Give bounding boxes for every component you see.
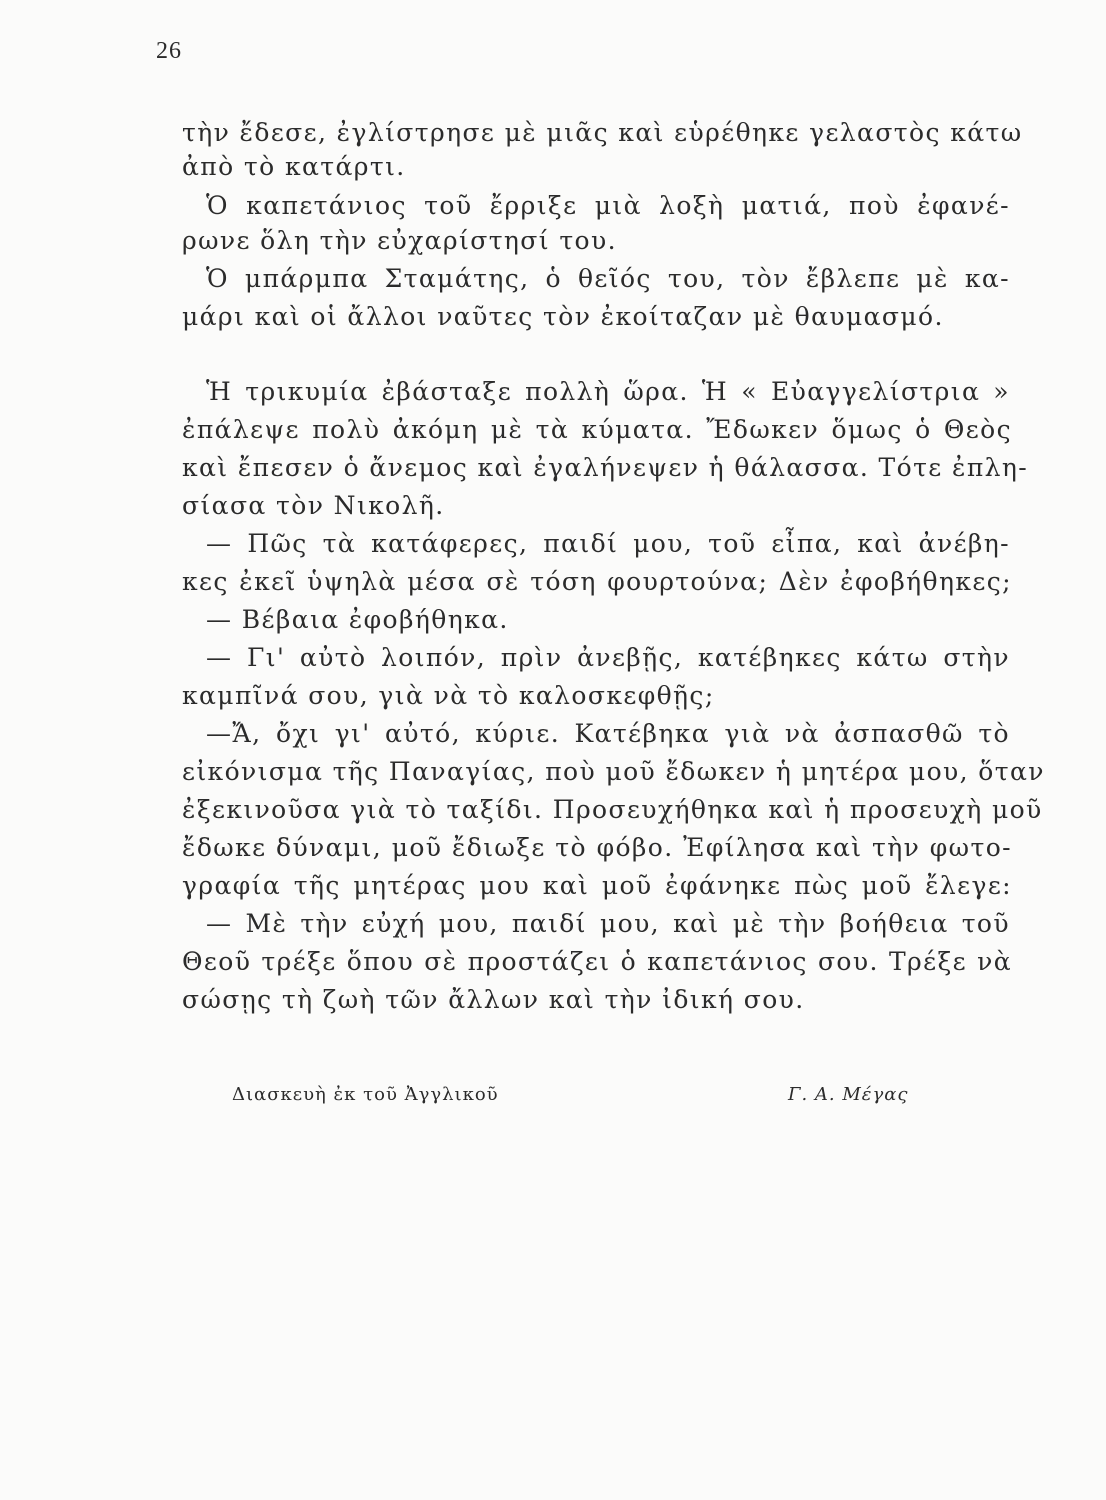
text-line: — Μὲ τὴν εὐχή μου, παιδί μου, καὶ μὲ τὴν βοήθεια τοῦ — [206, 909, 1010, 938]
text-line: Ὁ καπετάνιος τοῦ ἔρριξε μιὰ λοξὴ ματιά, ποὺ ἐφανέ- — [206, 191, 1010, 220]
text-line: σώσῃς τὴ ζωὴ τῶν ἄλλων καὶ τὴν ἰδική σου. — [182, 985, 805, 1014]
text-line: κες ἐκεῖ ὑψηλὰ μέσα σὲ τόση φουρτούνα; Δὲν ἐφοβήθηκες; — [182, 567, 1012, 596]
text-line: — Βέβαια ἐφοβήθηκα. — [206, 605, 509, 634]
text-line: Ἡ τρικυμία ἐβάσταξε πολλὴ ὥρα. Ἡ « Εὐαγγελίστρια » — [206, 377, 1010, 406]
text-line: τὴν ἔδεσε, ἐγλίστρησε μὲ μιᾶς καὶ εὑρέθηκε γελαστὸς κάτω — [182, 118, 1023, 147]
text-line: —Ἄ, ὄχι γι' αὐτό, κύριε. Κατέβηκα γιὰ νὰ ἀσπασθῶ τὸ — [206, 719, 1010, 748]
text-line: — Πῶς τὰ κατάφερες, παιδί μου, τοῦ εἶπα, καὶ ἀνέβη- — [206, 529, 1010, 558]
text-line: ἐξεκινοῦσα γιὰ τὸ ταξίδι. Προσευχήθηκα καὶ ἡ προσευχὴ μοῦ — [182, 795, 1043, 824]
text-line: μάρι καὶ οἱ ἄλλοι ναῦτες τὸν ἐκοίταζαν μὲ θαυμασμό. — [182, 302, 944, 331]
text-line: σίασα τὸν Νικολῆ. — [182, 491, 445, 520]
text-line: ρωνε ὅλη τὴν εὐχαρίστησί του. — [182, 226, 617, 255]
author-signature: Γ. Α. Μέγας — [788, 1084, 909, 1105]
text-line: καὶ ἔπεσεν ὁ ἄνεμος καὶ ἐγαλήνεψεν ἡ θάλασσα. Τότε ἐπλη- — [182, 453, 1029, 482]
text-line: — Γι' αὐτὸ λοιπόν, πρὶν ἀνεβῇς, κατέβηκες κάτω στὴν — [206, 643, 1010, 672]
text-line: εἰκόνισμα τῆς Παναγίας, ποὺ μοῦ ἔδωκεν ἡ μητέρα μου, ὅταν — [182, 757, 1045, 786]
text-line: ἐπάλεψε πολὺ ἀκόμη μὲ τὰ κύματα. Ἔδωκεν ὅμως ὁ Θεὸς — [182, 415, 1012, 444]
adaptation-credit: Διασκευὴ ἐκ τοῦ Ἀγγλικοῦ — [232, 1084, 499, 1105]
text-line: γραφία τῆς μητέρας μου καὶ μοῦ ἐφάνηκε πὼς μοῦ ἔλεγε: — [182, 871, 1012, 900]
page-number: 26 — [156, 38, 182, 64]
text-line: ἀπὸ τὸ κατάρτι. — [182, 152, 406, 181]
text-line: Ὁ μπάρμπα Σταμάτης, ὁ θεῖός του, τὸν ἔβλεπε μὲ κα- — [206, 264, 1010, 293]
text-line: ἔδωκε δύναμι, μοῦ ἔδιωξε τὸ φόβο. Ἐφίλησα καὶ τὴν φωτο- — [182, 833, 1012, 862]
text-line: Θεοῦ τρέξε ὅπου σὲ προστάζει ὁ καπετάνιος σου. Τρέξε νὰ — [182, 947, 1012, 976]
text-line: καμπῖνά σου, γιὰ νὰ τὸ καλοσκεφθῇς; — [182, 681, 715, 710]
